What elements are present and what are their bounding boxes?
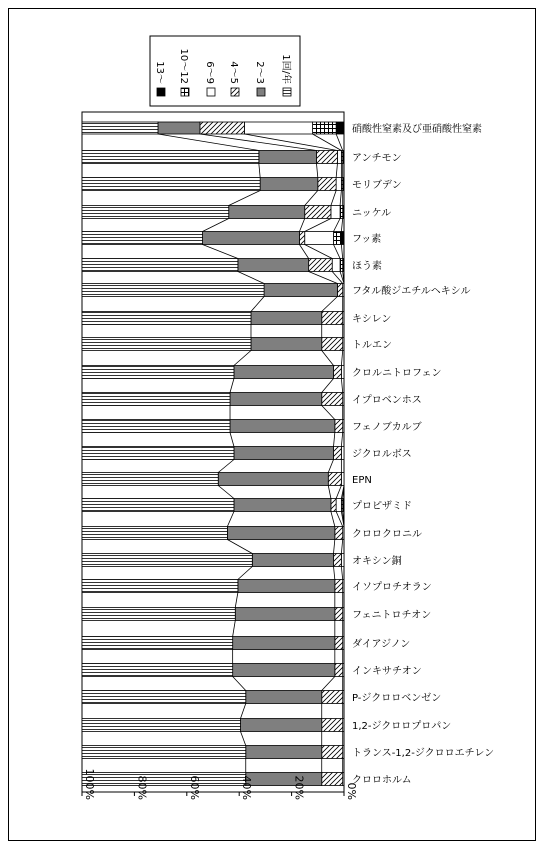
bar-row xyxy=(82,691,344,704)
bar-row xyxy=(82,122,344,134)
series-connector xyxy=(341,379,342,393)
bar-segment xyxy=(82,366,234,379)
bar-row xyxy=(82,312,344,325)
bar-segment xyxy=(305,206,331,219)
series-connector xyxy=(340,191,341,206)
series-connector xyxy=(341,567,342,580)
bar-segment xyxy=(335,637,343,650)
category-label: ダイアジノン xyxy=(352,639,411,650)
bar-segment xyxy=(335,420,343,433)
series-connector xyxy=(322,297,338,312)
series-connector xyxy=(229,191,260,206)
series-connector xyxy=(331,191,336,206)
legend-label: 2～3 xyxy=(254,61,265,84)
category-label: 硝酸性窒素及び亜硝酸性窒素 xyxy=(352,124,482,135)
bar-segment xyxy=(332,259,340,272)
bar-segment xyxy=(241,719,322,732)
series-connector xyxy=(241,704,246,719)
bar-segment xyxy=(82,393,230,406)
bar-segment xyxy=(234,447,334,460)
series-connector xyxy=(305,219,331,232)
bar-row xyxy=(82,178,344,191)
bar-segment xyxy=(246,746,322,759)
series-connector xyxy=(234,351,251,366)
series-connector xyxy=(341,540,342,554)
bar-segment xyxy=(82,206,229,219)
bar-segment xyxy=(322,393,343,406)
bar-segment xyxy=(335,608,343,621)
series-connector xyxy=(218,486,234,499)
bar-segment xyxy=(259,151,317,164)
bar-segment xyxy=(336,122,344,134)
legend-label: 10～12 xyxy=(178,48,189,84)
category-label: トランス-1,2-ジクロロエチレン xyxy=(352,748,495,759)
bar-segment xyxy=(337,284,342,297)
series-connector xyxy=(203,219,229,232)
bar-row xyxy=(82,527,344,540)
bar-segment xyxy=(334,447,342,460)
category-label: フェノブカルブ xyxy=(352,422,422,433)
bar-segment xyxy=(322,719,343,732)
category-label: フッ素 xyxy=(352,234,382,245)
bar-segment xyxy=(328,473,341,486)
category-label: フェニトロチオン xyxy=(352,610,432,621)
bar-segment xyxy=(82,664,233,677)
bar-segment xyxy=(233,664,335,677)
bar-row xyxy=(82,206,344,219)
series-connector xyxy=(334,540,335,554)
category-label: クロロホルム xyxy=(352,775,412,786)
series-connector xyxy=(334,245,341,259)
category-label: EPN xyxy=(352,475,372,486)
series-connector xyxy=(233,677,246,691)
bar-segment xyxy=(316,151,337,164)
series-connector xyxy=(322,406,335,420)
series-connector xyxy=(299,245,308,259)
bar-row xyxy=(82,664,344,677)
bar-segment xyxy=(82,691,246,704)
legend-swatch xyxy=(157,88,165,96)
bar-segment xyxy=(82,637,233,650)
bar-row xyxy=(82,259,344,272)
category-label: プロピザミド xyxy=(352,501,412,512)
legend-swatch xyxy=(257,88,265,96)
bar-segment xyxy=(230,393,322,406)
chart-legend xyxy=(150,36,300,106)
series-connector xyxy=(227,540,252,554)
series-connector xyxy=(305,191,318,206)
series-connector xyxy=(241,732,246,746)
bar-segment xyxy=(335,664,343,677)
bar-segment xyxy=(238,580,335,593)
bar-segment xyxy=(82,232,203,245)
bar-row xyxy=(82,746,344,759)
bar-segment xyxy=(82,773,246,786)
bar-segment xyxy=(200,122,245,134)
bar-row xyxy=(82,499,344,512)
bar-segment xyxy=(318,178,336,191)
series-connector xyxy=(334,433,335,447)
legend-label: 1回/年 xyxy=(280,54,291,84)
legend-swatch xyxy=(207,88,215,96)
bar-segment xyxy=(335,527,343,540)
legend-label: 13～ xyxy=(154,61,165,84)
series-connector xyxy=(235,593,238,608)
bar-row xyxy=(82,580,344,593)
series-connector xyxy=(336,486,341,499)
bar-segment xyxy=(82,608,235,621)
bar-segment xyxy=(230,420,335,433)
bar-segment xyxy=(82,122,158,134)
bar-segment xyxy=(313,122,337,134)
series-connector xyxy=(334,219,341,232)
bar-segment xyxy=(305,232,334,245)
bar-segment xyxy=(322,691,343,704)
bar-segment xyxy=(309,259,333,272)
category-label: オキシン銅 xyxy=(352,556,402,567)
bar-segment xyxy=(299,232,304,245)
bar-segment xyxy=(322,746,343,759)
category-labels xyxy=(352,122,494,786)
category-label: ジクロルボス xyxy=(352,449,412,460)
series-connector xyxy=(334,567,335,580)
bar-row xyxy=(82,608,344,621)
category-label: インキサチオン xyxy=(352,666,422,677)
bar-row xyxy=(82,719,344,732)
x-tick-label: 100% xyxy=(83,768,96,800)
series-connector xyxy=(259,164,260,178)
bar-segment xyxy=(251,338,322,351)
bar-segment xyxy=(203,232,300,245)
bar-segment xyxy=(227,527,334,540)
legend-swatch xyxy=(181,88,189,96)
legend-swatch xyxy=(231,88,239,96)
bar-row xyxy=(82,284,344,297)
series-connector xyxy=(218,460,234,473)
x-tick-label: 60% xyxy=(187,775,201,800)
bar-segment xyxy=(82,312,251,325)
category-label: ニッケル xyxy=(352,208,392,219)
bar-segment xyxy=(322,338,343,351)
category-label: P-ジクロロベンゼン xyxy=(352,693,442,704)
series-connector xyxy=(341,219,342,232)
bar-segment xyxy=(218,473,328,486)
category-label: クロロクロニル xyxy=(352,529,422,540)
bar-row xyxy=(82,232,344,245)
bar-segment xyxy=(229,206,305,219)
bar-row xyxy=(82,420,344,433)
bar-segment xyxy=(82,178,260,191)
series-connector xyxy=(238,567,252,580)
bar-segment xyxy=(246,691,322,704)
bar-row xyxy=(82,151,344,164)
series-connector xyxy=(341,433,342,447)
bar-segment xyxy=(82,420,230,433)
bar-segment xyxy=(82,447,234,460)
bar-segment xyxy=(82,719,241,732)
series-connector xyxy=(158,134,259,151)
series-connector xyxy=(328,486,331,499)
bar-segment xyxy=(260,178,318,191)
series-connector xyxy=(238,272,264,284)
bar-segment xyxy=(234,366,334,379)
bar-segment xyxy=(235,608,335,621)
bar-segment xyxy=(335,580,343,593)
bar-segment xyxy=(82,746,246,759)
bar-segment xyxy=(252,554,333,567)
bar-segment xyxy=(82,473,218,486)
bar-segment xyxy=(322,312,343,325)
bar-segment xyxy=(322,773,343,786)
series-connector xyxy=(336,164,337,178)
bar-segment xyxy=(264,284,337,297)
series-connector xyxy=(251,297,264,312)
bar-segment xyxy=(336,499,341,512)
bar-segment xyxy=(158,122,200,134)
category-label: トルエン xyxy=(352,340,392,351)
series-connector xyxy=(328,460,333,473)
series-connector xyxy=(316,164,317,178)
bar-row xyxy=(82,637,344,650)
bar-segment xyxy=(331,499,336,512)
legend-box xyxy=(150,36,300,106)
legend-label: 6～9 xyxy=(204,61,215,84)
bar-segment xyxy=(233,637,335,650)
bar-segment xyxy=(82,338,251,351)
category-label: イプロベンホス xyxy=(352,395,422,406)
x-tick-label: 0% xyxy=(345,782,358,800)
bar-segment xyxy=(234,499,331,512)
bars-group xyxy=(82,122,344,786)
category-label: ほう素 xyxy=(352,261,382,272)
series-connector xyxy=(230,433,234,447)
series-connector xyxy=(322,379,334,393)
bar-segment xyxy=(82,527,227,540)
bar-segment xyxy=(82,151,259,164)
series-connector xyxy=(341,351,342,366)
series-connector xyxy=(331,512,335,527)
legend-swatch xyxy=(283,88,291,96)
bar-segment xyxy=(336,178,341,191)
bar-segment xyxy=(82,554,252,567)
bar-row xyxy=(82,554,344,567)
bar-segment xyxy=(82,499,234,512)
x-tick-label: 20% xyxy=(292,775,306,800)
category-label: アンチモン xyxy=(352,153,402,164)
bar-segment xyxy=(82,580,238,593)
category-label: フタル酸ジエチルヘキシル xyxy=(352,286,471,297)
series-connector xyxy=(299,219,304,232)
bar-segment xyxy=(238,259,309,272)
bar-row xyxy=(82,447,344,460)
bar-segment xyxy=(334,554,342,567)
series-connector xyxy=(305,245,333,259)
bar-segment xyxy=(251,312,322,325)
bar-segment xyxy=(244,122,312,134)
legend-label: 4～5 xyxy=(228,61,239,84)
bar-segment xyxy=(334,232,342,245)
bar-row xyxy=(82,473,344,486)
category-label: モリブデン xyxy=(352,180,402,191)
category-label: 1,2-ジクロロプロパン xyxy=(352,721,452,732)
series-connector xyxy=(233,621,236,637)
series-connector xyxy=(227,512,234,527)
bar-segment xyxy=(246,773,322,786)
x-tick-label: 40% xyxy=(240,775,254,800)
bar-segment xyxy=(82,284,264,297)
bar-row xyxy=(82,338,344,351)
bar-row xyxy=(82,393,344,406)
series-connector xyxy=(322,351,334,366)
x-tick-label: 80% xyxy=(135,775,149,800)
series-connector xyxy=(309,272,338,284)
series-connector xyxy=(322,677,335,691)
series-connector xyxy=(341,245,342,259)
bar-segment xyxy=(331,206,340,219)
category-label: イソプロチオラン xyxy=(352,582,432,593)
bar-segment xyxy=(334,366,342,379)
bar-row xyxy=(82,366,344,379)
bar-segment xyxy=(337,151,341,164)
category-label: クロルニトロフェン xyxy=(352,368,442,379)
series-connector xyxy=(230,379,234,393)
bar-segment xyxy=(82,259,238,272)
series-connector xyxy=(203,245,238,259)
category-label: キシレン xyxy=(352,314,392,325)
